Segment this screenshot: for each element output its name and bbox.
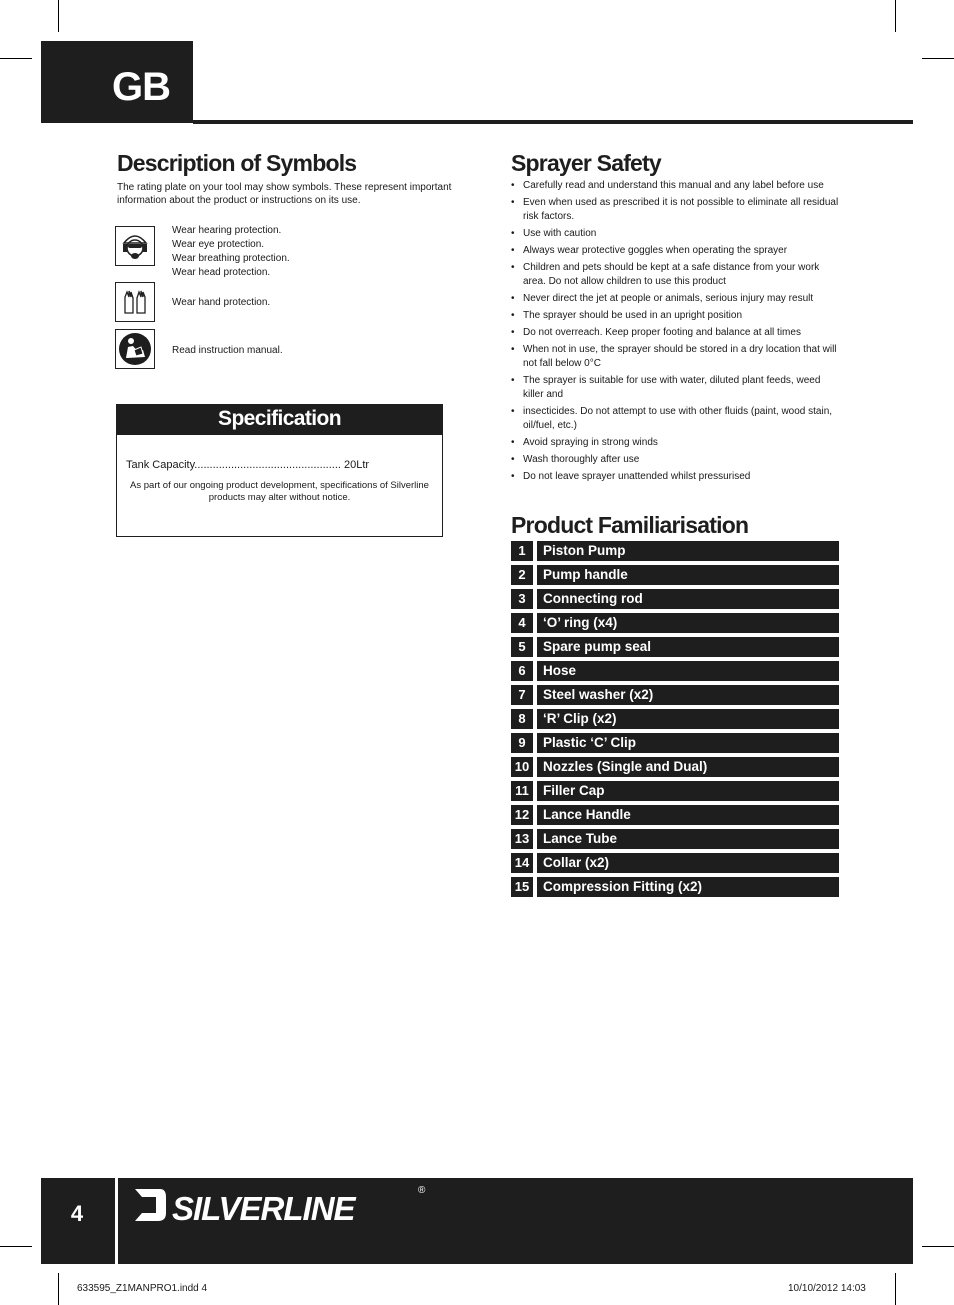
specification-title: Specification: [117, 405, 442, 435]
list-item: • insecticides. Do not attempt to use with other fluids (paint, wood stain, oil/fuel, etc.): [511, 405, 841, 433]
part-row: [511, 757, 839, 777]
symbol-ppe-line: Wear eye protection.: [172, 239, 265, 250]
part-number: 3: [511, 589, 533, 609]
region-badge: [41, 41, 193, 123]
part-row: [511, 877, 839, 897]
crop-mark: [922, 58, 954, 59]
part-number: 6: [511, 661, 533, 681]
safety-list: [511, 179, 841, 487]
list-item: • Wash thoroughly after use: [511, 453, 841, 467]
symbol-gloves-text: [172, 296, 270, 310]
symbol-manual-text: [172, 344, 283, 358]
specification-box: [116, 404, 443, 537]
part-name: Lance Tube: [537, 829, 839, 849]
part-row: [511, 613, 839, 633]
part-number: 14: [511, 853, 533, 873]
part-row: [511, 565, 839, 585]
part-row: [511, 709, 839, 729]
symbol-ppe-line: Wear hearing protection.: [172, 225, 282, 236]
crop-mark: [58, 1273, 59, 1305]
list-item: • Carefully read and understand this manual and any label before use: [511, 179, 841, 193]
part-row: [511, 781, 839, 801]
silverline-logo-icon: [130, 1183, 170, 1232]
part-name: Compression Fitting (x2): [537, 877, 839, 897]
part-name: Plastic ‘C’ Clip: [537, 733, 839, 753]
part-number: 1: [511, 541, 533, 561]
part-name: ‘O’ ring (x4): [537, 613, 839, 633]
part-number: 10: [511, 757, 533, 777]
crop-mark: [922, 1246, 954, 1247]
part-number: 15: [511, 877, 533, 897]
part-row: [511, 685, 839, 705]
file-slug: 633595_Z1MANPRO1.indd 4: [77, 1283, 208, 1294]
part-number: 11: [511, 781, 533, 801]
part-number: 4: [511, 613, 533, 633]
part-row: [511, 589, 839, 609]
symbol-ppe-text: [172, 224, 290, 280]
symbol-manual-line: Read instruction manual.: [172, 345, 283, 356]
part-name: ‘R’ Clip (x2): [537, 709, 839, 729]
part-name: Spare pump seal: [537, 637, 839, 657]
symbols-title: Description of Symbols: [117, 150, 357, 176]
part-number: 12: [511, 805, 533, 825]
part-number: 7: [511, 685, 533, 705]
part-row: [511, 853, 839, 873]
familiarisation-title: Product Familiarisation: [511, 512, 749, 538]
parts-list: [511, 541, 839, 901]
list-item: • Always wear protective goggles when operating the sprayer: [511, 244, 841, 258]
part-row: [511, 661, 839, 681]
part-name: Steel washer (x2): [537, 685, 839, 705]
list-item: • Even when used as prescribed it is not possible to eliminate all residual risk factors.: [511, 196, 841, 224]
header-rule: [193, 120, 913, 124]
list-item: • When not in use, the sprayer should be stored in a dry location that will not fall below 0°C: [511, 343, 841, 371]
crop-mark: [0, 58, 32, 59]
list-item: • Children and pets should be kept at a safe distance from your work area. Do not allow children to use this product: [511, 261, 841, 289]
part-number: 8: [511, 709, 533, 729]
list-item: • Use with caution: [511, 227, 841, 241]
list-item: • Never direct the jet at people or animals, serious injury may result: [511, 292, 841, 306]
list-item: • The sprayer is suitable for use with water, diluted plant feeds, weed killer and: [511, 374, 841, 402]
symbol-ppe-line: Wear head protection.: [172, 267, 271, 278]
read-manual-icon: [115, 329, 155, 369]
part-row: [511, 805, 839, 825]
gloves-icon: [115, 282, 155, 322]
crop-mark: [895, 1273, 896, 1305]
part-name: Pump handle: [537, 565, 839, 585]
region-code: GB: [112, 65, 170, 109]
footer-divider: [115, 1178, 118, 1264]
part-number: 2: [511, 565, 533, 585]
symbol-gloves-line: Wear hand protection.: [172, 297, 271, 308]
part-row: [511, 637, 839, 657]
list-item: • The sprayer should be used in an upright position: [511, 309, 841, 323]
safety-title: Sprayer Safety: [511, 150, 661, 176]
list-item: • Avoid spraying in strong winds: [511, 436, 841, 450]
specification-note: As part of our ongoing product development, specifications of Silverline products may alter without notice.: [130, 480, 429, 503]
part-name: Connecting rod: [537, 589, 839, 609]
registered-mark: ®: [418, 1185, 426, 1196]
list-item: • Do not overreach. Keep proper footing and balance at all times: [511, 326, 841, 340]
ppe-head-eye-ear-breathing-icon: [115, 226, 155, 266]
crop-mark: [58, 0, 59, 32]
date-slug: 10/10/2012 14:03: [788, 1283, 866, 1294]
part-number: 13: [511, 829, 533, 849]
part-name: Lance Handle: [537, 805, 839, 825]
part-name: Nozzles (Single and Dual): [537, 757, 839, 777]
page-number: 4: [70, 1201, 84, 1226]
part-name: Piston Pump: [537, 541, 839, 561]
part-number: 9: [511, 733, 533, 753]
part-number: 5: [511, 637, 533, 657]
crop-mark: [895, 0, 896, 32]
part-name: Filler Cap: [537, 781, 839, 801]
tank-capacity: Tank Capacity................................................ 20Ltr: [126, 459, 370, 471]
list-item: • Do not leave sprayer unattended whilst pressurised: [511, 470, 841, 484]
brand-name: SILVERLINE: [172, 1190, 355, 1227]
part-name: Collar (x2): [537, 853, 839, 873]
part-row: [511, 541, 839, 561]
symbols-intro: The rating plate on your tool may show symbols. These represent important information about the product or instructions on its use.: [117, 182, 452, 206]
crop-mark: [0, 1246, 32, 1247]
part-row: [511, 733, 839, 753]
part-row: [511, 829, 839, 849]
part-name: Hose: [537, 661, 839, 681]
symbol-ppe-line: Wear breathing protection.: [172, 253, 290, 264]
